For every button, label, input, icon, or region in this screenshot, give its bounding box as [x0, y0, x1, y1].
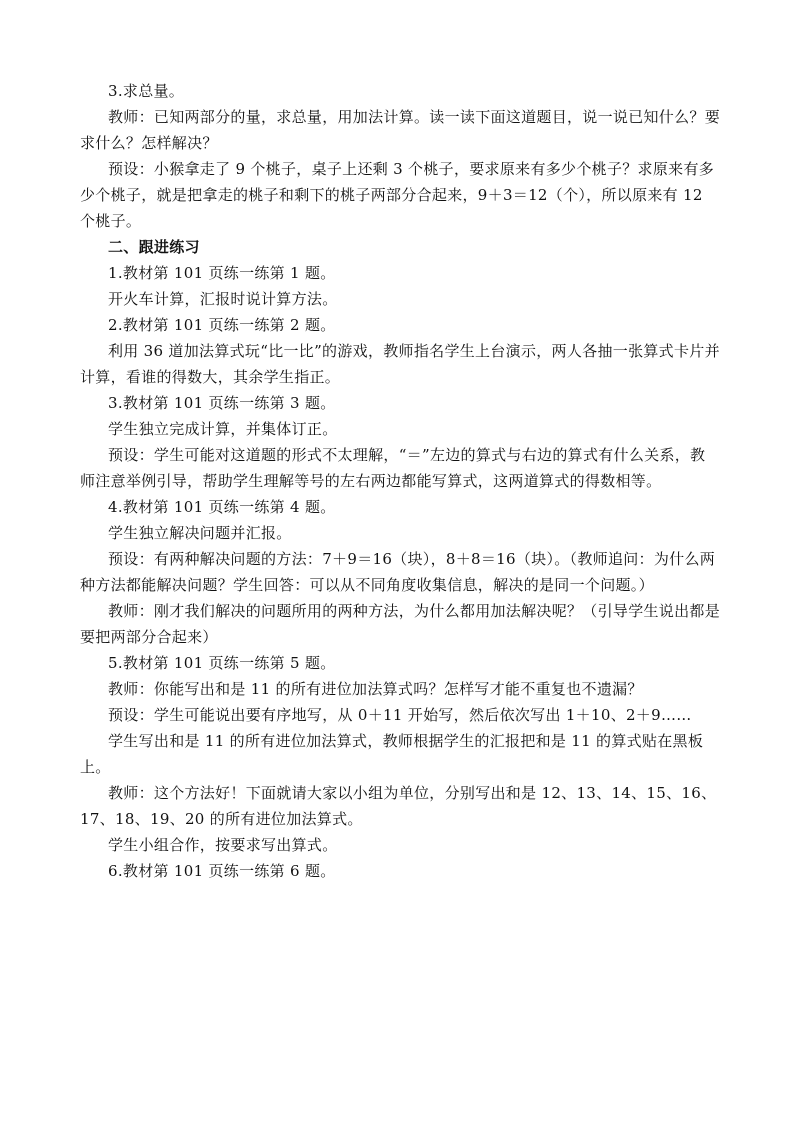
section-heading-practice: 二、跟进练习: [108, 238, 200, 256]
exercise-5-group-work: 学生小组合作，按要求写出算式。: [108, 836, 338, 854]
exercise-6-title: 6.教材第 101 页练一练第 6 题。: [108, 862, 336, 880]
expected-answer: 预设：小猴拿走了 9 个桃子，桌子上还剩 3 个桃子，要求原来有多少个桃子？求原来有多少个桃子，就是把拿走的桃子和剩下的桃子两部分合起来，9＋3＝12（个），所以原来有 12 个桃子。: [80, 160, 715, 230]
exercise-2-note: 利用 36 道加法算式玩“比一比”的游戏，教师指名学生上台演示，两人各抽一张算式卡片并计算，看谁的得数大，其余学生指正。: [80, 342, 720, 386]
exercise-1-title: 1.教材第 101 页练一练第 1 题。: [108, 264, 336, 282]
exercise-5-expected: 预设：学生可能说出要有序地写，从 0＋11 开始写，然后依次写出 1＋10、2＋9……: [108, 706, 692, 724]
exercise-4-teacher: 教师：刚才我们解决的问题所用的两种方法，为什么都用加法解决呢？（引导学生说出都是要把两部分合起来）: [80, 602, 721, 646]
exercise-5-title: 5.教材第 101 页练一练第 5 题。: [108, 654, 336, 672]
document-body: [80, 78, 720, 884]
exercise-3-title: 3.教材第 101 页练一练第 3 题。: [108, 394, 336, 412]
exercise-4-title: 4.教材第 101 页练一练第 4 题。: [108, 498, 336, 516]
exercise-3-expected: 预设：学生可能对这道题的形式不太理解，“＝”左边的算式与右边的算式有什么关系，教师注意举例引导，帮助学生理解等号的左右两边都能写算式，这两道算式的得数相等。: [80, 446, 706, 490]
exercise-1-note: 开火车计算，汇报时说计算方法。: [108, 290, 338, 308]
exercise-4-note: 学生独立解决问题并汇报。: [108, 524, 292, 542]
exercise-3-note: 学生独立完成计算，并集体订正。: [108, 420, 338, 438]
exercise-5-teacher-followup: 教师：这个方法好！下面就请大家以小组为单位，分别写出和是 12、13、14、15、16、17、18、19、20 的所有进位加法算式。: [80, 784, 717, 828]
teacher-question: 教师：已知两部分的量，求总量，用加法计算。读一读下面这道题目，说一说已知什么？要求什么？怎样解决？: [80, 108, 721, 152]
exercise-5-teacher: 教师：你能写出和是 11 的所有进位加法算式吗？怎样写才能不重复也不遗漏？: [108, 680, 643, 698]
exercise-2-title: 2.教材第 101 页练一练第 2 题。: [108, 316, 336, 334]
exercise-4-expected: 预设：有两种解决问题的方法：7＋9＝16（块），8＋8＝16（块）。（教师追问：为什么两种方法都能解决问题？学生回答：可以从不同角度收集信息，解决的是同一个问题。）: [80, 550, 716, 594]
step-heading-find-total: 3.求总量。: [108, 82, 185, 100]
exercise-5-students: 学生写出和是 11 的所有进位加法算式，教师根据学生的汇报把和是 11 的算式贴在黑板上。: [80, 732, 704, 776]
